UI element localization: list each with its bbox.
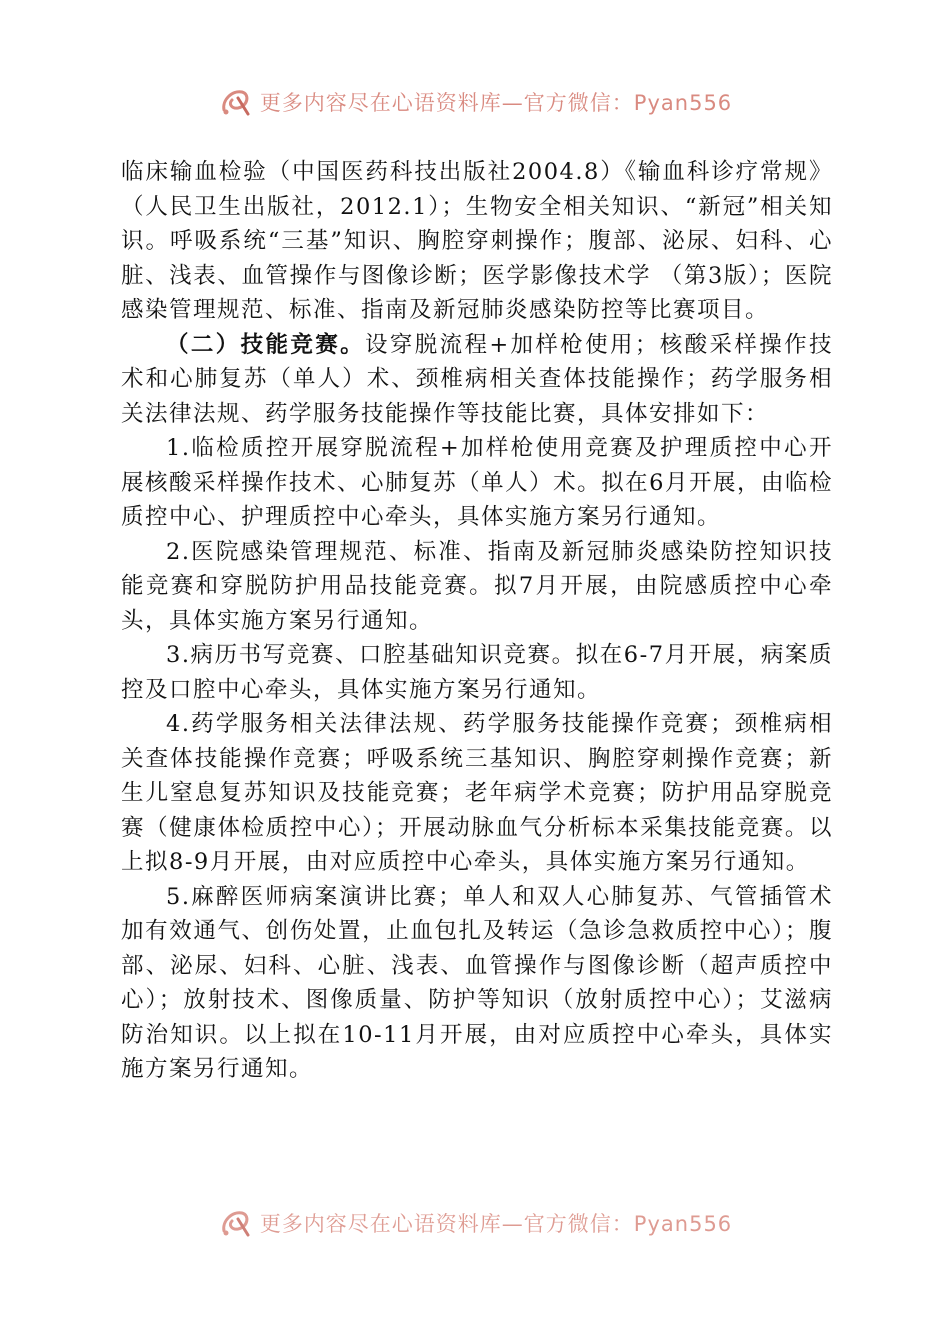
paragraph-reference-list: 临床输血检验（中国医药科技出版社2004.8）《输血科诊疗常规》（人民卫生出版社，2012.1）；生物安全相关知识、“新冠”相关知识。呼吸系统“三基”知识、胸腔穿刺操作；腹部、泌尿、妇科、心脏、浅表、血管操作与图像诊断；医学影像技术学 （第3版）；医院感染管理规范、标准、指南及新冠肺炎感染防控等比赛项目。 — [121, 159, 833, 323]
watermark-text-bottom: 更多内容尽在心语资料库—官方微信：Pyan556 — [259, 1212, 733, 1236]
list-item-3: 3.病历书写竞赛、口腔基础知识竞赛。拟在6-7月开展，病案质控及口腔中心牵头，具体实施方案另行通知。 — [121, 642, 833, 703]
pen-swirl-logo-icon — [218, 84, 254, 120]
document-body — [121, 155, 833, 1087]
list-item-5: 5.麻醉医师病案演讲比赛；单人和双人心肺复苏、气管插管术加有效通气、创伤处置，止血包扎及转运（急诊急救质控中心）；腹部、泌尿、妇科、心脏、浅表、血管操作与图像诊断（超声质控中心）；放射技术、图像质量、防护等知识（放射质控中心）；艾滋病防治知识。以上拟在10-11月开展，由对应质控中心牵头，具体实施方案另行通知。 — [121, 883, 833, 1082]
section-skills-competition — [121, 328, 833, 432]
list-item-1: 1.临检质控开展穿脱流程+加样枪使用竞赛及护理质控中心开展核酸采样操作技术、心肺复苏（单人）术。拟在6月开展，由临检质控中心、护理质控中心牵头，具体实施方案另行通知。 — [121, 435, 833, 530]
watermark-banner-top — [0, 82, 950, 122]
list-item-2: 2.医院感染管理规范、标准、指南及新冠肺炎感染防控知识技能竞赛和穿脱防护用品技能竞赛。拟7月开展，由院感质控中心牵头，具体实施方案另行通知。 — [121, 538, 833, 634]
pen-swirl-logo-icon — [218, 1205, 254, 1241]
watermark-banner-bottom — [0, 1203, 950, 1243]
section-intro-text: 设穿脱流程+加样枪使用；核酸采样操作技术和心肺复苏（单人）术、颈椎病相关查体技能操作；药学服务相关法律法规、药学服务技能操作等技能比赛，具体安排如下： — [121, 331, 833, 427]
section-heading: （二）技能竞赛。 — [166, 331, 365, 358]
watermark-text-top: 更多内容尽在心语资料库—官方微信：Pyan556 — [259, 91, 733, 115]
list-item-4: 4.药学服务相关法律法规、药学服务技能操作竞赛；颈椎病相关查体技能操作竞赛；呼吸系统三基知识、胸腔穿刺操作竞赛；新生儿窒息复苏知识及技能竞赛；老年病学术竞赛；防护用品穿脱竞赛（健康体检质控中心）；开展动脉血气分析标本采集技能竞赛。以上拟8-9月开展，由对应质控中心牵头，具体实施方案另行通知。 — [121, 711, 833, 875]
